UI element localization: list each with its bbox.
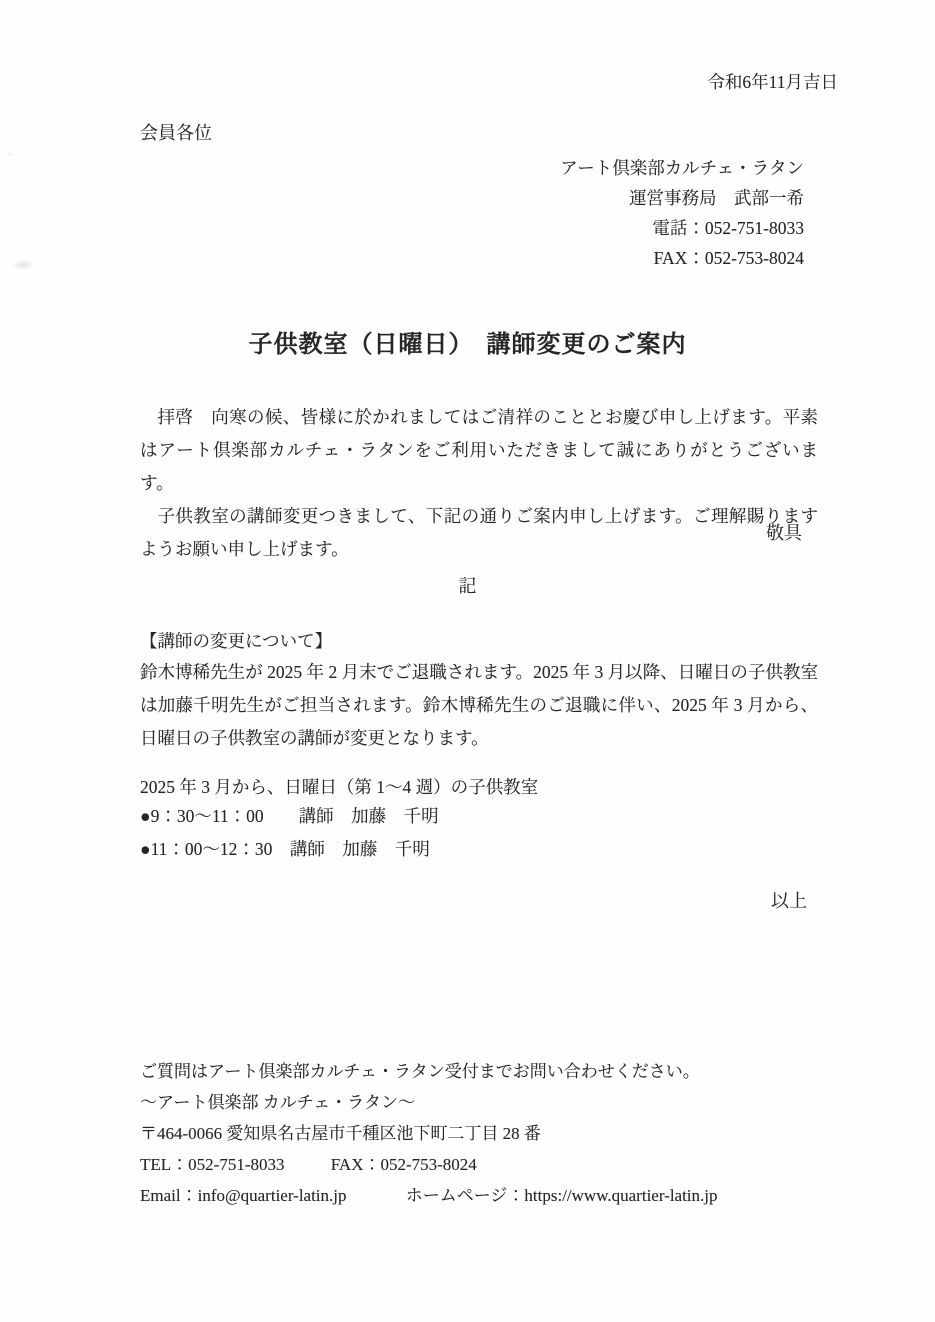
closing-word: 敬具 (766, 523, 802, 543)
record-marker: 記 (458, 576, 477, 596)
greeting-section (140, 401, 818, 566)
sender-fax: FAX：052-753-8024 (653, 248, 804, 268)
footer-homepage: ホームページ：https://www.quartier-latin.jp (405, 1186, 718, 1205)
sender-office: 運営事務局 武部一希 (629, 188, 804, 208)
schedule-item-2: ●11：00～12：30 講師 加藤 千明 (140, 839, 430, 859)
footer-email: Email：info@quartier-latin.jp (140, 1186, 347, 1205)
document-date: 令和6年11月吉日 (707, 72, 838, 92)
sender-block (560, 153, 804, 273)
footer-organization: 〜アート倶楽部 カルチェ・ラタン〜 (140, 1093, 416, 1112)
footer-contact-note: ご質問はアート倶楽部カルチェ・ラタン受付までお問い合わせください。 (140, 1062, 700, 1081)
footer-tel: TEL：052-751-8033 (140, 1155, 285, 1174)
footer-tel-fax-line (140, 1149, 718, 1180)
scan-artifact (12, 260, 34, 270)
notice-section-heading: 【講師の変更について】 (140, 631, 333, 651)
greeting-paragraph-1: 拝啓 向寒の候、皆様に於かれましてはご清祥のこととお慶び申し上げます。平素はアート倶楽部カルチェ・ラタンをご利用いただきまして誠にありがとうございます。 (140, 407, 818, 493)
schedule-intro-line: 2025 年 3 月から、日曜日（第 1～4 週）の子供教室 (140, 777, 539, 797)
document-title: 子供教室（日曜日） 講師変更のご案内 (248, 332, 687, 358)
footer-email-web-line (140, 1180, 718, 1211)
schedule-list (140, 800, 439, 866)
notice-detail-paragraph: 鈴木博稀先生が 2025 年 2 月末でご退職されます。2025 年 3 月以降、日曜日の子供教室は加藤千明先生がご担当されます。鈴木博稀先生のご退職に伴い、2025 年 3 月から、日曜日の子供教室の講師が変更となります。 (140, 662, 818, 748)
greeting-paragraph-2: 子供教室の講師変更つきまして、下記の通りご案内申し上げます。ご理解賜りますようお願い申し上げます。 (140, 506, 818, 559)
sender-phone: 電話：052-751-8033 (652, 218, 804, 238)
sender-organization: アート倶楽部カルチェ・ラタン (560, 158, 804, 178)
footer-contact-block (140, 1056, 718, 1211)
footer-fax: FAX：052-753-8024 (330, 1155, 477, 1174)
scan-artifact (6, 152, 14, 157)
footer-address: 〒464-0066 愛知県名古屋市千種区池下町二丁目 28 番 (140, 1124, 541, 1143)
end-marker: 以上 (771, 891, 807, 911)
recipient-line: 会員各位 (140, 123, 212, 143)
schedule-item-1: ●9：30～11：00 講師 加藤 千明 (140, 806, 439, 826)
